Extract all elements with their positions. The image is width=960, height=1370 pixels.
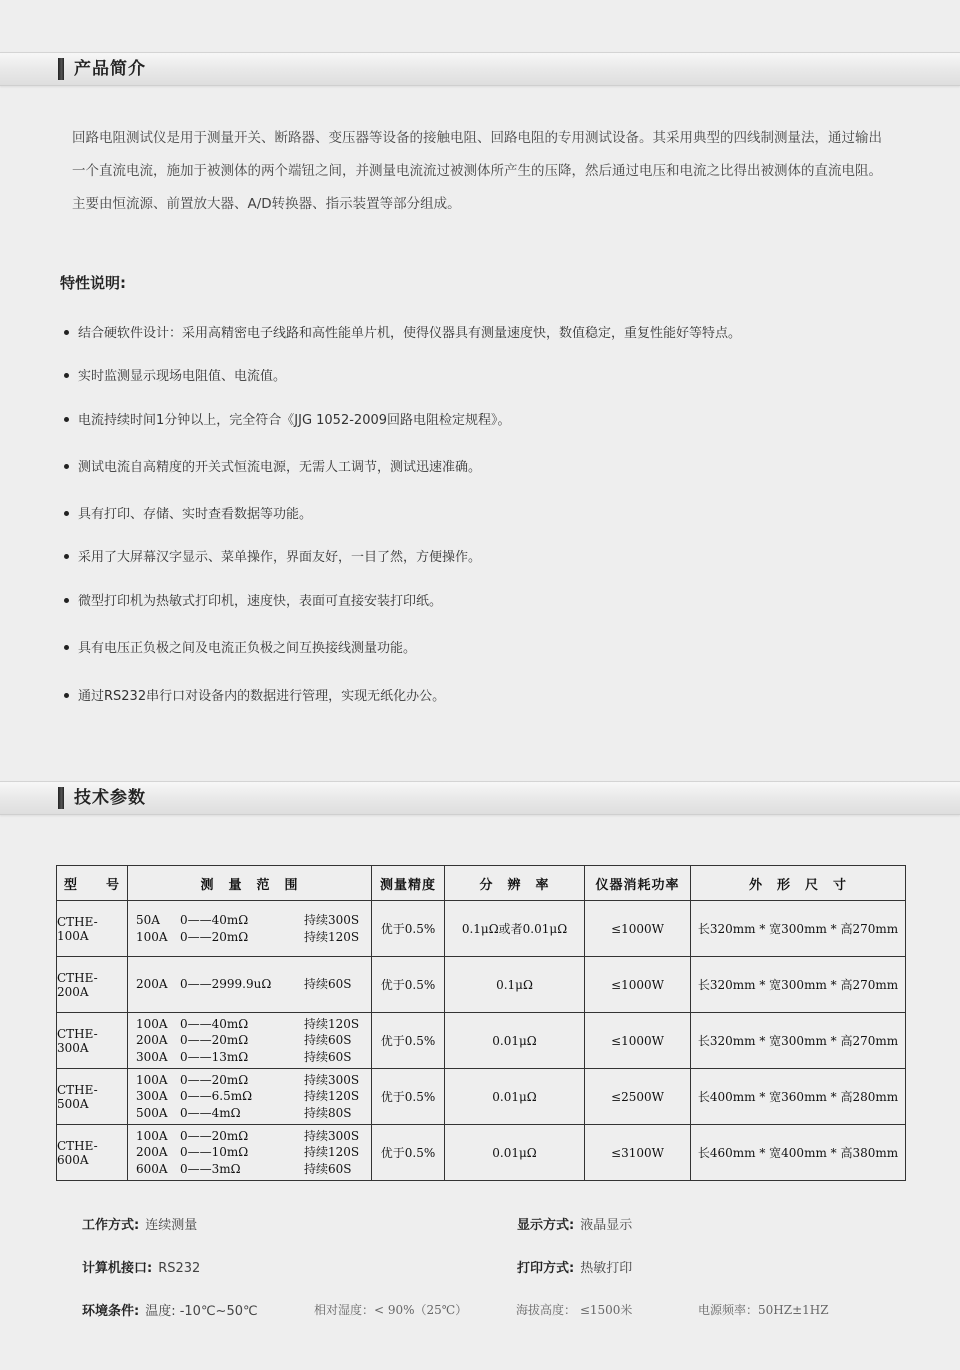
feature-item: 通过RS232串行口对设备内的数据进行管理，实现无纸化办公。 — [64, 687, 445, 707]
bullet-icon — [64, 464, 69, 469]
cell-power: ≤1000W — [585, 957, 691, 1013]
features-title: 特性说明: — [60, 274, 126, 292]
feature-item: 结合硬软件设计：采用高精密电子线路和高性能单片机，使得仪器具有测量速度快，数值稳定，重复性能好等特点。 — [64, 324, 741, 344]
cell-size: 长460mm * 宽400mm * 高380mm — [691, 1125, 906, 1181]
param-humidity: 相对湿度：< 90%（25℃） — [314, 1303, 468, 1317]
header-size: 外 形 尺 寸 — [691, 866, 906, 901]
header-range: 测 量 范 围 — [128, 866, 372, 901]
cell-accuracy: 优于0.5% — [372, 1125, 445, 1181]
param-print: 打印方式: 热敏打印 — [517, 1261, 633, 1276]
header-power: 仪器消耗功率 — [585, 866, 691, 901]
cell-accuracy: 优于0.5% — [372, 901, 445, 957]
param-display: 显示方式: 液晶显示 — [517, 1218, 633, 1233]
cell-model: CTHE-200A — [57, 957, 128, 1013]
feature-item: 采用了大屏幕汉字显示、菜单操作，界面友好，一目了然，方便操作。 — [64, 548, 481, 568]
bullet-icon — [64, 693, 69, 698]
cell-power: ≤1000W — [585, 901, 691, 957]
cell-model: CTHE-600A — [57, 1125, 128, 1181]
cell-range: 200A 0——2999.9uΩ 持续60S — [128, 957, 372, 1013]
cell-power: ≤2500W — [585, 1069, 691, 1125]
cell-range: 50A 0——40mΩ 持续300S 100A 0——20mΩ 持续120S — [128, 901, 372, 957]
feature-item: 具有电压正负极之间及电流正负极之间互换接线测量功能。 — [64, 639, 416, 659]
cell-resolution: 0.01μΩ — [445, 1125, 585, 1181]
cell-size: 长320mm * 宽300mm * 高270mm — [691, 1013, 906, 1069]
cell-resolution: 0.1μΩ — [445, 957, 585, 1013]
cell-model: CTHE-500A — [57, 1069, 128, 1125]
bullet-icon — [64, 511, 69, 516]
feature-item: 电流持续时间1分钟以上，完全符合《JJG 1052-2009回路电阻检定规程》。 — [64, 411, 511, 431]
bullet-icon — [64, 373, 69, 378]
intro-paragraph: 回路电阻测试仪是用于测量开关、断路器、变压器等设备的接触电阻、回路电阻的专用测试设备。其采用典型的四线制测量法，通过输出一个直流电流，施加于被测体的两个端钮之间，并测量电流流过被测体所产生的压降，然后通过电压和电流之比得出被测体的直流电阻。主要由恒流源、前置放大器、A/D转换器、指示装置等部分组成。 — [72, 130, 882, 212]
feature-item: 实时监测显示现场电阻值、电流值。 — [64, 367, 286, 387]
feature-item: 微型打印机为热敏式打印机，速度快，表面可直接安装打印纸。 — [64, 592, 442, 612]
section-marker-bar — [58, 787, 64, 809]
section-title-spec: 技术参数 — [74, 788, 146, 808]
param-frequency: 电源频率：50HZ±1HZ — [698, 1303, 829, 1317]
cell-accuracy: 优于0.5% — [372, 1013, 445, 1069]
section-header-spec — [0, 781, 960, 815]
feature-item: 具有打印、存储、实时查看数据等功能。 — [64, 505, 312, 525]
cell-resolution: 0.01μΩ — [445, 1013, 585, 1069]
param-work-mode: 工作方式: 连续测量 — [82, 1218, 198, 1233]
param-environment: 环境条件: 温度: -10℃~50℃ — [82, 1304, 258, 1319]
cell-resolution: 0.1μΩ或者0.01μΩ — [445, 901, 585, 957]
cell-accuracy: 优于0.5% — [372, 1069, 445, 1125]
cell-accuracy: 优于0.5% — [372, 957, 445, 1013]
section-header-intro — [0, 52, 960, 86]
header-accuracy: 测量精度 — [372, 866, 445, 901]
cell-range: 100A 0——20mΩ 持续300S 300A 0——6.5mΩ 持续120S 500A 0——4mΩ 持续80S — [128, 1069, 372, 1125]
bullet-icon — [64, 598, 69, 603]
cell-model: CTHE-100A — [57, 901, 128, 957]
cell-power: ≤1000W — [585, 1013, 691, 1069]
bullet-icon — [64, 554, 69, 559]
cell-range: 100A 0——20mΩ 持续300S 200A 0——10mΩ 持续120S 600A 0——3mΩ 持续60S — [128, 1125, 372, 1181]
cell-size: 长320mm * 宽300mm * 高270mm — [691, 901, 906, 957]
bullet-icon — [64, 645, 69, 650]
cell-size: 长400mm * 宽360mm * 高280mm — [691, 1069, 906, 1125]
header-resolution: 分 辨 率 — [445, 866, 585, 901]
cell-power: ≤3100W — [585, 1125, 691, 1181]
cell-size: 长320mm * 宽300mm * 高270mm — [691, 957, 906, 1013]
spec-table — [56, 865, 906, 1181]
bullet-icon — [64, 330, 69, 335]
header-model: 型 号 — [57, 866, 128, 901]
table-row — [57, 1125, 906, 1181]
table-row — [57, 1069, 906, 1125]
table-row — [57, 901, 906, 957]
cell-resolution: 0.01μΩ — [445, 1069, 585, 1125]
bullet-icon — [64, 417, 69, 422]
table-row — [57, 957, 906, 1013]
table-header-row — [57, 866, 906, 901]
section-marker-bar — [58, 58, 64, 80]
cell-model: CTHE-300A — [57, 1013, 128, 1069]
param-interface: 计算机接口: RS232 — [82, 1261, 201, 1276]
section-title-intro: 产品简介 — [74, 59, 146, 79]
table-row — [57, 1013, 906, 1069]
feature-item: 测试电流自高精度的开关式恒流电源，无需人工调节，测试迅速准确。 — [64, 458, 481, 478]
cell-range: 100A 0——40mΩ 持续120S 200A 0——20mΩ 持续60S 300A 0——13mΩ 持续60S — [128, 1013, 372, 1069]
param-altitude: 海拔高度： ≤1500米 — [516, 1303, 633, 1317]
